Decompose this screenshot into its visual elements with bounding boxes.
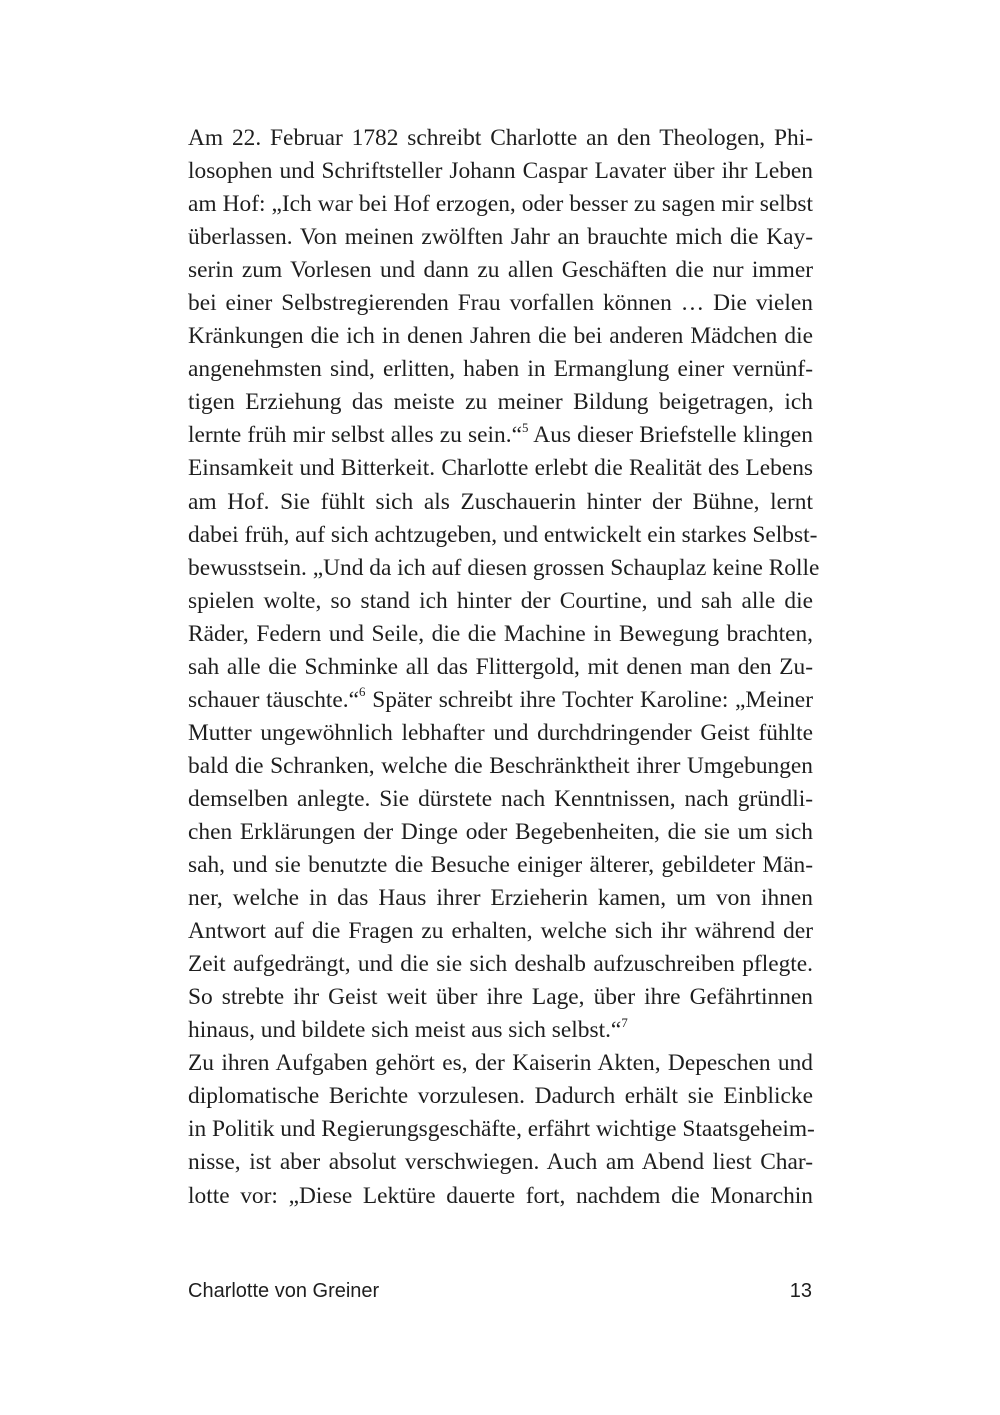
line-text: Kränkungen die ich in denen Jahren die bei anderen Mädchen die — [188, 323, 813, 350]
text-line — [188, 651, 813, 684]
text-line — [188, 750, 813, 783]
line-text: hinaus, und bildete sich meist aus sich selbst.“ — [188, 1017, 622, 1044]
text-line — [188, 717, 813, 750]
line-text-continued: Aus dieser Briefstelle klingen — [528, 422, 813, 449]
line-text: dabei früh, auf sich achtzugeben, und entwickelt ein starkes Selbst- — [188, 521, 818, 548]
text-line — [188, 882, 813, 915]
line-text: tigen Erziehung das meiste zu meiner Bildung beigetragen, ich — [188, 389, 813, 416]
text-line — [188, 816, 813, 849]
line-text: Räder, Federn und Seile, die die Machine in Bewegung brachten, — [188, 620, 813, 647]
text-line — [188, 122, 813, 155]
line-text: in Politik und Regierungsgeschäfte, erfährt wichtige Staatsgeheim- — [188, 1116, 815, 1143]
text-line — [188, 849, 813, 882]
line-text: nisse, ist aber absolut verschwiegen. Auch am Abend liest Char- — [188, 1149, 813, 1176]
line-text: ner, welche in das Haus ihrer Erzieherin kamen, um von ihnen — [188, 885, 813, 912]
line-text: losophen und Schriftsteller Johann Caspar Lavater über ihr Leben — [188, 158, 813, 185]
text-line — [188, 948, 813, 981]
line-text: Antwort auf die Fragen zu erhalten, welche sich ihr während der — [188, 918, 813, 945]
line-text: lernte früh mir selbst alles zu sein.“ — [188, 422, 522, 449]
text-line — [188, 519, 818, 552]
text-line — [188, 684, 813, 717]
line-text: überlassen. Von meinen zwölften Jahr an brauchte mich die Kay- — [188, 224, 813, 251]
line-text: am Hof. Sie fühlt sich als Zuschauerin hinter der Bühne, lernt — [188, 488, 813, 515]
line-text: Einsamkeit und Bitterkeit. Charlotte erlebt die Realität des Lebens — [188, 455, 813, 482]
text-line — [188, 287, 813, 320]
text-line — [188, 254, 813, 287]
line-text: am Hof: „Ich war bei Hof erzogen, oder besser zu sagen mir selbst — [188, 191, 813, 218]
text-line — [188, 188, 813, 221]
text-line — [188, 552, 820, 585]
line-text: sah, und sie benutzte die Besuche einiger älterer, gebildeter Män- — [188, 852, 813, 879]
text-line — [188, 486, 813, 519]
text-line — [188, 783, 813, 816]
text-line — [188, 1180, 813, 1213]
text-line — [188, 386, 813, 419]
footnote-marker: 7 — [621, 1015, 628, 1030]
text-line — [188, 1113, 813, 1146]
text-line — [188, 1146, 813, 1179]
text-line — [188, 981, 813, 1014]
paragraph — [188, 1047, 813, 1212]
line-text: Am 22. Februar 1782 schreibt Charlotte an den Theologen, Phi- — [188, 125, 813, 151]
line-text: serin zum Vorlesen und dann zu allen Geschäften die nur immer — [188, 257, 813, 284]
paragraph — [188, 122, 820, 1047]
line-text: So strebte ihr Geist weit über ihre Lage, über ihre Gefährtinnen — [188, 984, 813, 1011]
line-text: Mutter ungewöhnlich lebhafter und durchdringender Geist fühlte — [188, 719, 813, 746]
text-line — [188, 155, 813, 188]
line-text: diplomatische Berichte vorzulesen. Dadurch erhält sie Einblicke — [188, 1083, 813, 1110]
page-number: 13 — [789, 1280, 812, 1302]
text-line — [188, 1047, 813, 1080]
line-text: schauer täuschte.“ — [188, 686, 360, 713]
text-line — [188, 585, 813, 618]
line-text: sah alle die Schminke all das Flittergold, mit denen man den Zu- — [188, 653, 813, 680]
footnote-marker: 5 — [521, 420, 529, 435]
line-text: Zeit aufgedrängt, und die sie sich deshalb aufzuschreiben pflegte. — [188, 951, 813, 978]
text-line — [188, 452, 813, 485]
footnote-marker: 6 — [359, 685, 366, 700]
line-text: demselben anlegte. Sie dürstete nach Kenntnissen, nach gründli- — [188, 785, 813, 812]
line-text: angenehmsten sind, erlitten, haben in Ermanglung einer vernünf- — [188, 356, 813, 383]
line-text: chen Erklärungen der Dinge oder Begebenheiten, die sie um sich — [188, 818, 813, 845]
text-line — [188, 1014, 813, 1047]
text-line — [188, 221, 813, 254]
line-text: bei einer Selbstregierenden Frau vorfallen können … Die vielen — [188, 290, 813, 317]
line-text: Zu ihren Aufgaben gehört es, der Kaiserin Akten, Depeschen und — [188, 1050, 813, 1077]
text-line — [188, 915, 813, 948]
text-line — [188, 353, 813, 386]
text-line — [188, 1080, 813, 1113]
line-text: spielen wolte, so stand ich hinter der Courtine, und sah alle die — [188, 587, 813, 614]
text-line — [188, 320, 813, 353]
line-text: bald die Schranken, welche die Beschränktheit ihrer Umgebungen — [188, 752, 813, 779]
line-text: bewusstsein. „Und da ich auf diesen grossen Schauplaz keine Rolle — [188, 554, 820, 581]
text-line — [188, 419, 813, 452]
body-text — [188, 122, 820, 1213]
running-footer-title: Charlotte von Greiner — [188, 1280, 380, 1302]
text-line — [188, 618, 813, 651]
line-text-continued: Später schreibt ihre Tochter Karoline: „Meiner — [365, 686, 813, 713]
line-text: lotte vor: „Diese Lektüre dauerte fort, nachdem die Monarchin — [188, 1182, 813, 1209]
